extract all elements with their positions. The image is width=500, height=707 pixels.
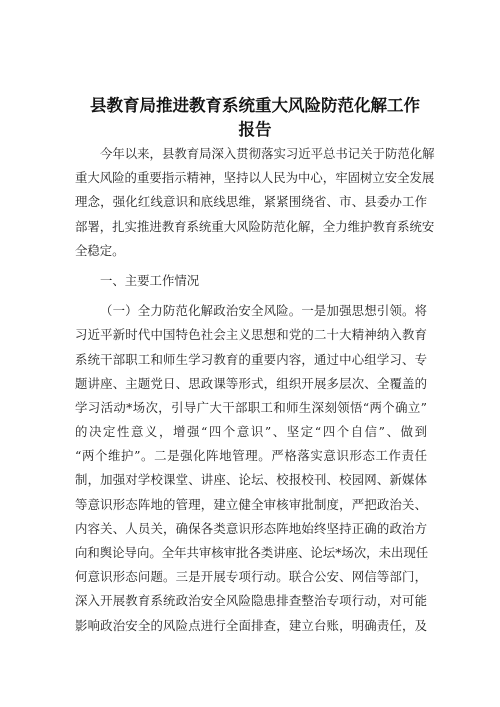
text-line: 向和舆论导向。全年共审核审批各类讲座、论坛*场次，未出现任 — [75, 545, 429, 560]
text-line: 系统干部职工和师生学习教育的重要内容，通过中心组学习、专 — [75, 351, 427, 367]
text-line: 理念，强化红线意识和底线思维，紧紧围绕省、市、县委办工作 — [75, 194, 427, 210]
document-title — [60, 94, 450, 142]
text-line: （一）全力防范化解政治安全风险。一是加强思想引领。将 — [100, 303, 427, 319]
text-line: 今年以来，县教育局深入贯彻落实习近平总书记关于防范化解 — [100, 146, 435, 161]
text-line: 的决定性意义，增强“四个意识”、坚定“四个自信”、做到 — [75, 424, 427, 440]
text-line: 习近平新时代中国特色社会主义思想和党的二十大精神纳入教育 — [75, 327, 427, 343]
text-line: 部署，扎实推进教育系统重大风险防范化解，全力维护教育系统安 — [75, 218, 435, 234]
text-line: 制，加强对学校课堂、讲座、论坛、校报校刊、校园网、新媒体 — [75, 472, 427, 488]
paragraph-intro — [75, 142, 435, 263]
text-line: 学习活动*场次，引导广大干部职工和师生深刻领悟“两个确立” — [75, 399, 427, 415]
text-line: 深入开展教育系统政治安全风险隐患排查整治专项行动，对可能 — [75, 593, 427, 609]
text-line: 内容关、人员关，确保各类意识形态阵地始终坚持正确的政治方 — [75, 520, 427, 536]
title-line: 县教育局推进教育系统重大风险防范化解工作 — [90, 96, 420, 115]
section-heading — [75, 269, 427, 293]
heading-line: 一、主要工作情况 — [100, 272, 200, 288]
paragraph-political-security — [75, 299, 427, 638]
document-body — [75, 142, 435, 638]
text-line: 全稳定。 — [75, 242, 125, 258]
text-line: “两个维护”。二是强化阵地管理。严格落实意识形态工作责任 — [75, 448, 427, 464]
text-line: 影响政治安全的风险点进行全面排查，建立台账，明确责任，及 — [75, 617, 427, 633]
text-line: 重大风险的重要指示精神，坚持以人民为中心，牢固树立安全发展 — [75, 170, 435, 186]
text-line: 题讲座、主题党日、思政课等形式，组织开展多层次、全覆盖的 — [75, 375, 427, 391]
title-line: 报告 — [238, 120, 272, 140]
text-line: 何意识形态问题。三是开展专项行动。联合公安、网信等部门， — [75, 569, 427, 585]
text-line: 等意识形态阵地的管理，建立健全审核审批制度，严把政治关、 — [75, 496, 427, 512]
